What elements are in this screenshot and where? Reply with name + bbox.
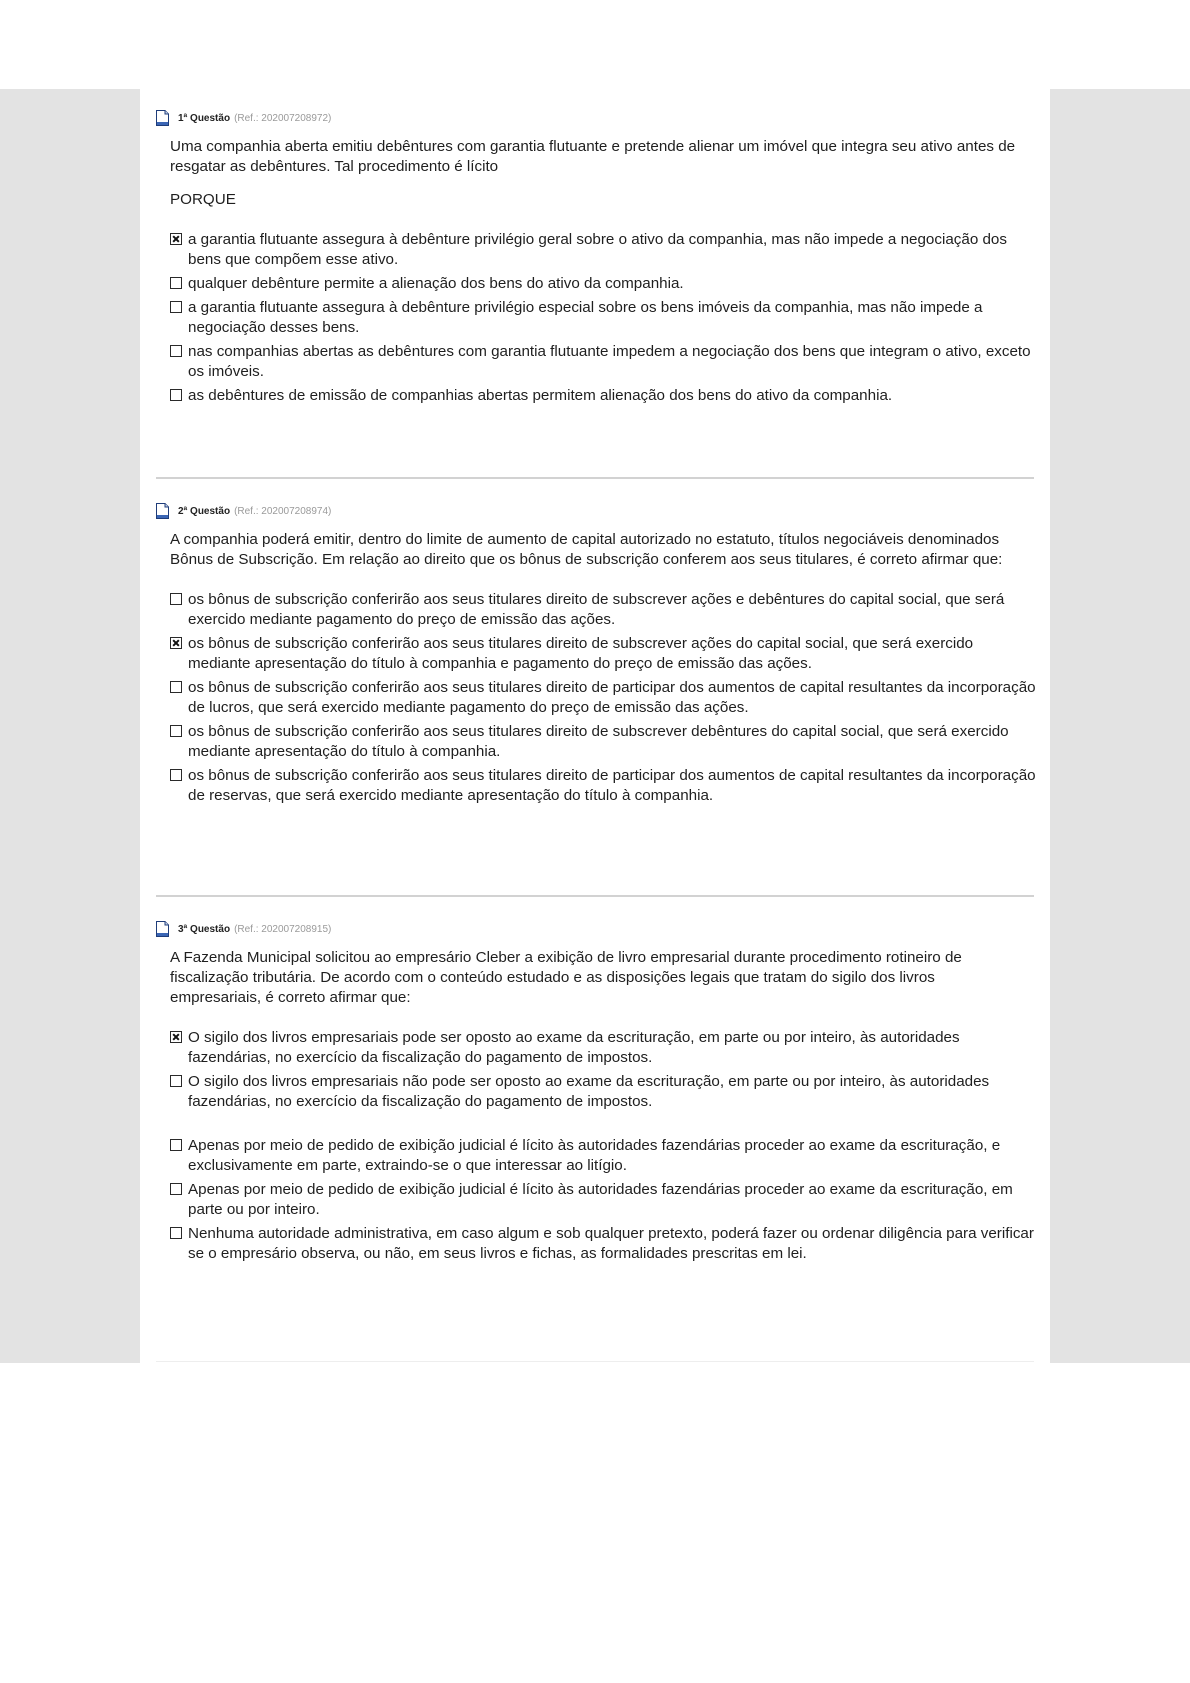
exam-sheet [140, 89, 1050, 1363]
statement-paragraph: Uma companhia aberta emitiu debêntures com garantia flutuante e pretende alienar um imóvel que integra seu ativo antes de resgatar as debêntures. Tal procedimento é lícito [170, 138, 1016, 175]
answer-options [170, 590, 1038, 806]
option-text: os bônus de subscrição conferirão aos seus titulares direito de subscrever debêntures do capital social, que será exercido mediante apresentação do título à companhia. [188, 723, 1009, 760]
option-text: qualquer debênture permite a alienação dos bens do ativo da companhia. [188, 275, 684, 292]
option-text: os bônus de subscrição conferirão aos seus titulares direito de participar dos aumentos de capital resultantes da incorporação de reservas, que será exercido mediante apresentação do título à companhia. [188, 767, 1036, 804]
answer-option[interactable] [170, 1028, 1038, 1068]
checkbox[interactable] [170, 277, 182, 289]
option-text: a garantia flutuante assegura à debênture privilégio geral sobre o ativo da companhia, mas não impede a negociação dos bens que compõem esse ativo. [188, 231, 1007, 268]
checkbox[interactable] [170, 389, 182, 401]
answer-option[interactable] [170, 342, 1038, 382]
document-icon [156, 921, 169, 937]
question-number: 2ª Questão [178, 505, 231, 517]
checkbox[interactable] [170, 725, 182, 737]
question-divider [156, 895, 1034, 897]
option-text: Nenhuma autoridade administrativa, em caso algum e sob qualquer pretexto, poderá fazer ou ordenar diligência para verificar se o empresário observa, ou não, em seus livros e fichas, as formalidades prescritas em lei. [188, 1225, 1034, 1262]
answer-option[interactable] [170, 590, 1038, 630]
answer-options [170, 1028, 1038, 1264]
answer-option[interactable] [170, 722, 1038, 762]
question-1 [156, 108, 1034, 410]
question-2 [156, 501, 1034, 810]
option-text: as debêntures de emissão de companhias abertas permitem alienação dos bens do ativo da companhia. [188, 387, 893, 404]
option-text: os bônus de subscrição conferirão aos seus titulares direito de participar dos aumentos de capital resultantes da incorporação de lucros, que será exercido mediante pagamento do preço de emissão das ações. [188, 679, 1036, 716]
answer-option[interactable] [170, 1180, 1038, 1220]
answer-option[interactable] [170, 274, 1038, 294]
answer-option[interactable] [170, 766, 1038, 806]
question-ref: (Ref.: 202007208974) [234, 505, 332, 517]
answer-option[interactable] [170, 1072, 1038, 1112]
answer-option[interactable] [170, 386, 1038, 406]
checkbox[interactable] [170, 301, 182, 313]
question-statement [170, 948, 1030, 1008]
option-text: Apenas por meio de pedido de exibição judicial é lícito às autoridades fazendárias proceder ao exame da escrituração, em parte ou por inteiro. [188, 1181, 1013, 1218]
answer-option[interactable] [170, 298, 1038, 338]
statement-paragraph: PORQUE [170, 191, 236, 208]
question-divider [156, 1361, 1034, 1362]
answer-option[interactable] [170, 230, 1038, 270]
option-text: Apenas por meio de pedido de exibição judicial é lícito às autoridades fazendárias proceder ao exame da escrituração, e exclusivamente em parte, extraindo-se o que interessar ao litígio. [188, 1137, 1001, 1174]
question-ref: (Ref.: 202007208915) [234, 923, 332, 935]
option-text: nas companhias abertas as debêntures com garantia flutuante impedem a negociação dos bens que integram o ativo, exceto os imóveis. [188, 343, 1031, 380]
checkbox[interactable] [170, 345, 182, 357]
answer-option[interactable] [170, 1224, 1038, 1264]
document-icon [156, 503, 169, 519]
checkbox[interactable] [170, 681, 182, 693]
question-header [156, 919, 1034, 939]
question-header [156, 501, 1034, 521]
checkbox-checked[interactable] [170, 1031, 182, 1043]
answer-options [170, 230, 1038, 406]
option-text: a garantia flutuante assegura à debênture privilégio especial sobre os bens imóveis da companhia, mas não impede a negociação desses bens. [188, 299, 983, 336]
option-text: O sigilo dos livros empresariais não pode ser oposto ao exame da escrituração, em parte ou por inteiro, às autoridades fazendárias, no exercício da fiscalização do pagamento de impostos. [188, 1073, 990, 1110]
document-icon [156, 110, 169, 126]
checkbox[interactable] [170, 1227, 182, 1239]
question-statement [170, 530, 1030, 570]
checkbox-checked[interactable] [170, 233, 182, 245]
question-ref: (Ref.: 202007208972) [234, 112, 332, 124]
checkbox[interactable] [170, 593, 182, 605]
question-divider [156, 477, 1034, 479]
answer-option[interactable] [170, 634, 1038, 674]
option-text: os bônus de subscrição conferirão aos seus titulares direito de subscrever ações e debêntures do capital social, que será exercido mediante pagamento do preço de emissão das ações. [188, 591, 1005, 628]
option-text: os bônus de subscrição conferirão aos seus titulares direito de subscrever ações do capital social, que será exercido mediante apresentação do título à companhia e pagamento do preço de emissão das ações. [188, 635, 974, 672]
checkbox[interactable] [170, 1075, 182, 1087]
question-header [156, 108, 1034, 128]
statement-paragraph: A companhia poderá emitir, dentro do limite de aumento de capital autorizado no estatuto, títulos negociáveis denominados Bônus de Subscrição. Em relação ao direito que os bônus de subscrição conferem aos seus titulares, é correto afirmar que: [170, 531, 1003, 568]
option-text: O sigilo dos livros empresariais pode ser oposto ao exame da escrituração, em parte ou por inteiro, às autoridades fazendárias, no exercício da fiscalização do pagamento de impostos. [188, 1029, 960, 1066]
checkbox[interactable] [170, 1183, 182, 1195]
checkbox-checked[interactable] [170, 637, 182, 649]
question-number: 3ª Questão [178, 923, 231, 935]
question-statement [170, 137, 1030, 210]
question-number: 1ª Questão [178, 112, 231, 124]
answer-option[interactable] [170, 678, 1038, 718]
answer-option[interactable] [170, 1136, 1038, 1176]
checkbox[interactable] [170, 769, 182, 781]
checkbox[interactable] [170, 1139, 182, 1151]
question-3 [156, 919, 1034, 1268]
statement-paragraph: A Fazenda Municipal solicitou ao empresário Cleber a exibição de livro empresarial durante procedimento rotineiro de fiscalização tributária. De acordo com o conteúdo estudado e as disposições legais que tratam do sigilo dos livros empresariais, é correto afirmar que: [170, 949, 962, 1006]
